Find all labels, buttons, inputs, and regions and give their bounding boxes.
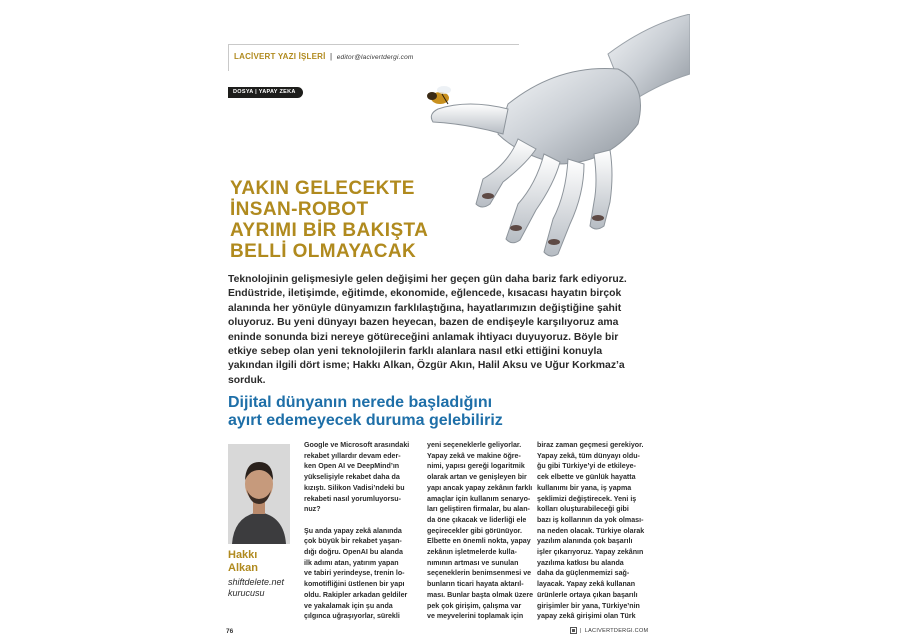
header-separator: |	[330, 52, 333, 61]
magazine-page	[218, 0, 690, 640]
headline-line: BELLİ OLMAYACAK	[230, 241, 417, 262]
person-company: shiftdelete.net	[228, 577, 285, 587]
header-email[interactable]: editor@lacivertdergi.com	[336, 54, 414, 61]
footer-site-url[interactable]: LACIVERTDERGI.COM	[584, 627, 649, 634]
person-last-name: Alkan	[228, 562, 258, 574]
article-column-3: biraz zaman geçmesi gerekiyor. Yapay zekâ, tüm dünyayı oldu- ğu gibi Türkiye’yi de etkileye- cek elbette ve günlük hayatta kullanımı bir yana, iş yapma şeklimizi değiştirecek. Yeni iş kolları oluşturabileceği gibi bazı iş kollarının da yok olması- na neden olacak. Türkiye olarak yazılım alanında çok başarılı işler çıkarıyoruz. Yapay zekânın yazılıma katkısı bu alanda daha da güçlenmemizi sağ- layacak. Yapay zekâ kullanan ürünlerle ortaya çıkan başarılı girişimler bir yana, Türkiye’nin yapay zekâ girişimi olan Türk	[537, 441, 645, 621]
headline-line: İNSAN-ROBOT	[230, 199, 369, 220]
headline-line: YAKIN GELECEKTE	[230, 178, 415, 199]
section-tag: DOSYA | YAPAY ZEKA	[228, 87, 303, 98]
headline-line: AYRIMI BİR BAKIŞTA	[230, 220, 429, 241]
subhead-line: Dijital dünyanın nerede başladığını	[228, 394, 493, 411]
header-brand: LACİVERT YAZI İŞLERİ	[234, 52, 326, 61]
magazine-logo-icon	[570, 627, 577, 634]
intro-paragraph: Teknolojinin gelişmesiyle gelen değişimi her geçen gün daha bariz fark ediyoruz. Endüstride, iletişimde, eğitimde, ekonomide, eğlencede, kısacası hayatın birçok alanında her yönüyle dünyamızın farklılaştığına, hayatlarımızın değiştiğine şahit oluyoruz. Bu yeni dünyayı bazen heyecan, bazen de endişeyle karşılıyoruz ama eninde sonunda bizi nereye götüreceğini anlamak ihtiyacı duyuyoruz. Böyle bir etkiye sebep olan yeni teknolojilerin farklı alanlara nasıl etki ettiğini konuyla yakından ilgili dört isme; Hakkı Alkan, Özgür Akın, Halil Aksu ve Uğur Korkmaz’a sorduk.	[228, 274, 627, 386]
portrait-photo	[228, 444, 290, 544]
page-number: 76	[226, 628, 234, 635]
subhead-line: ayırt edemeyecek duruma gelebiliriz	[228, 412, 503, 429]
person-affiliation	[228, 577, 298, 599]
bee-icon	[427, 86, 451, 104]
footer-site	[570, 627, 648, 634]
footer-separator: |	[580, 627, 582, 634]
headline	[230, 178, 460, 262]
person-first-name: Hakkı	[228, 549, 258, 561]
interview-subhead	[228, 394, 648, 430]
person-role: kurucusu	[228, 588, 265, 598]
article-column-2: yeni seçeneklerle geliyorlar. Yapay zekâ ve makine öğre- nimi, yapısı gereği logaritmik olarak artan ve genişleyen bir yapı ancak yapay zekânın farklı amaçlar için kullanım senaryo- ları geliştiren firmalar, bu alan- da öne çıkacak ve liderliği ele geçirecekler gibi görünüyor. Elbette en önemli nokta, yapay zekânın işletmelerde kulla- nımının artması ve sunulan seçeneklerin benimsenmesi ve bunların ticari hayata aktarıl- ması. Bunlar başta olmak üzere pek çok girişim, çalışma var ve meyvelerini toplamak için	[427, 441, 534, 621]
article-column-1: Google ve Microsoft arasındaki rekabet yıllardır devam eder- ken Open AI ve DeepMind’ın yükselişiyle rekabet daha da kızıştı. Silikon Vadisi’ndeki bu rekabeti nasıl yorumluyorsu- nuz? Şu anda yapay zekâ alanında çok büyük bir rekabet yaşan- dığı doğru. OpenAI bu alanda ilk adımı atan, yatırım yapan ve tabiri yerindeyse, trenin lo- komotifliğini üstlenen bir yapı oldu. Rakipler arkadan geldiler ve yakalamak için şu anda çılgınca uğraşıyorlar, sürekli	[304, 441, 410, 621]
person-name	[228, 549, 298, 575]
